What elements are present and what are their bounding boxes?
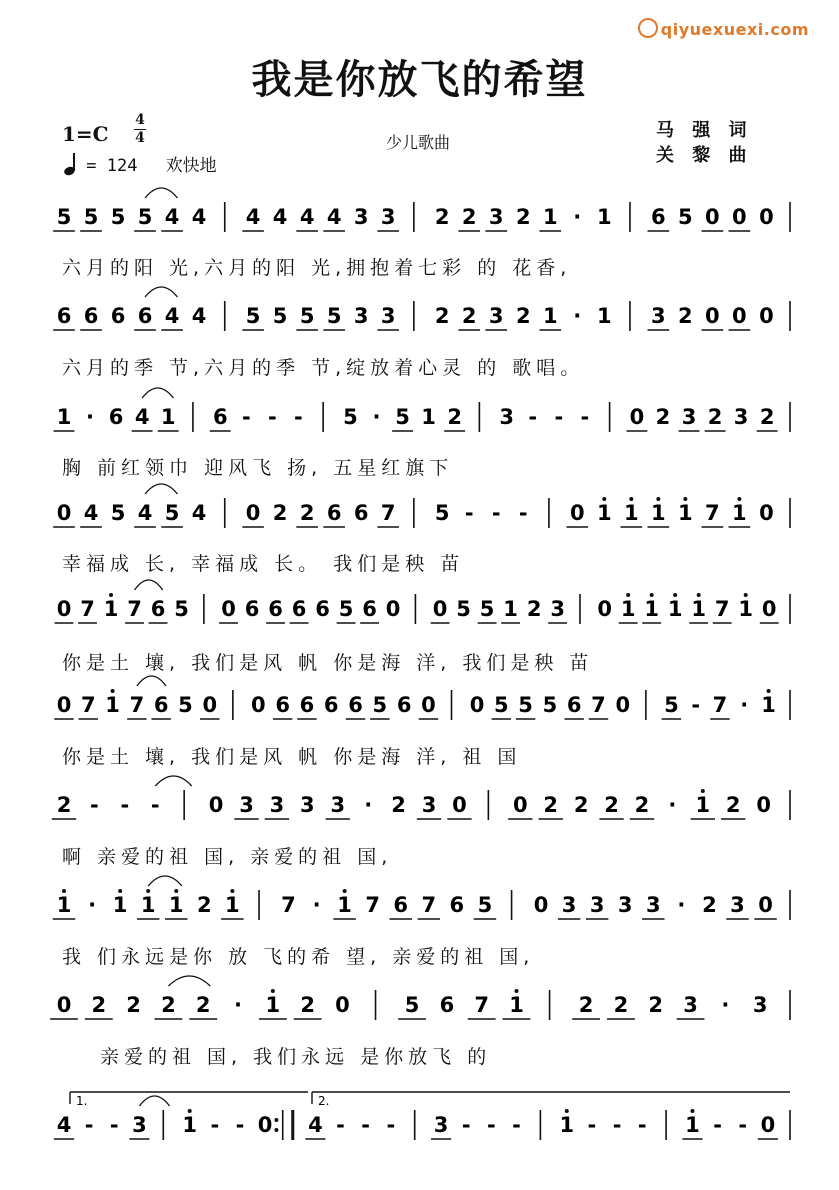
dot-mark: · xyxy=(721,993,730,1017)
note: 6 xyxy=(244,597,260,621)
high-octave-dot xyxy=(650,593,654,597)
note: 1 xyxy=(421,405,436,429)
note: 5 xyxy=(518,693,533,717)
note: 4 xyxy=(137,501,153,525)
note: 2 xyxy=(613,993,629,1017)
lyric-line: 我 们永远是你 放 飞的希 望, 亲爱的祖 国, xyxy=(62,946,535,968)
note: 0 xyxy=(221,597,236,621)
note: 1 xyxy=(695,793,711,817)
note: 0 xyxy=(385,597,401,621)
lyric-line: 你是土 壤, 我们是风 帆 你是海 洋, 我们是秧 苗 xyxy=(62,652,594,674)
note: 4 xyxy=(164,304,180,328)
note: 1 xyxy=(503,597,518,621)
note: 3 xyxy=(550,597,565,621)
note: 7 xyxy=(127,597,142,621)
high-octave-dot xyxy=(118,889,122,893)
note: 0 xyxy=(56,501,72,525)
note: 0 xyxy=(257,1113,273,1137)
high-octave-dot xyxy=(111,689,115,693)
note: 5 xyxy=(326,304,342,328)
lyric-line: 六月的阳 光,六月的阳 光,拥抱着七彩 的 花香, xyxy=(62,257,572,279)
note: 6 xyxy=(83,304,99,328)
high-octave-dot xyxy=(230,889,234,893)
note: 0 xyxy=(597,597,612,621)
high-octave-dot xyxy=(629,497,633,501)
repeat-dot xyxy=(274,1118,278,1122)
note: 3 xyxy=(681,405,697,429)
note: 1 xyxy=(542,304,558,328)
slur xyxy=(168,976,210,986)
note: 7 xyxy=(80,597,95,621)
note: 1 xyxy=(624,501,639,525)
note: 1 xyxy=(337,893,352,917)
note: 5 xyxy=(404,993,420,1017)
note: 0 xyxy=(245,501,261,525)
composer-credit: 关 黎 曲 xyxy=(656,145,753,166)
note: 0 xyxy=(756,793,771,817)
lyric-line: 你是土 壤, 我们是风 帆 你是海 洋, 祖 国 xyxy=(62,746,522,768)
meter-denominator: 4 xyxy=(135,130,145,146)
note: 2 xyxy=(447,405,462,429)
slur xyxy=(142,388,173,398)
note: 7 xyxy=(129,693,145,717)
note: 1 xyxy=(542,205,558,229)
note: 1 xyxy=(56,405,72,429)
note: 3 xyxy=(239,793,254,817)
note: 1 xyxy=(56,893,72,917)
note: 2 xyxy=(161,993,176,1017)
note: 5 xyxy=(494,693,509,717)
note: 6 xyxy=(275,693,290,717)
note: 5 xyxy=(434,501,450,525)
note: 4 xyxy=(326,205,342,229)
note: 3 xyxy=(488,205,504,229)
dot-mark: · xyxy=(372,405,381,429)
note: 6 xyxy=(110,304,126,328)
note: 6 xyxy=(449,893,465,917)
high-octave-dot xyxy=(515,989,519,993)
note: 6 xyxy=(353,501,369,525)
note: 0 xyxy=(569,501,585,525)
note: 4 xyxy=(191,501,207,525)
lyric-line: 六月的季 节,六月的季 节,绽放着心灵 的 歌唱。 xyxy=(62,357,585,379)
meter-numerator: 4 xyxy=(135,112,145,128)
sustain-dash: - xyxy=(528,405,538,429)
high-octave-dot xyxy=(565,1109,569,1113)
tempo-expression: 欢快地 xyxy=(165,156,217,176)
sustain-dash: - xyxy=(554,405,564,429)
note: 3 xyxy=(683,993,698,1017)
note: 6 xyxy=(651,205,666,229)
note: 5 xyxy=(678,205,693,229)
note: 2 xyxy=(126,993,141,1017)
note: 6 xyxy=(393,893,409,917)
dot-mark: · xyxy=(573,304,582,328)
note: 0 xyxy=(705,205,720,229)
sustain-dash: - xyxy=(738,1113,748,1137)
note: 0 xyxy=(758,893,773,917)
sustain-dash: - xyxy=(109,1113,119,1137)
note: 5 xyxy=(245,304,261,328)
note: 6 xyxy=(150,597,166,621)
note: 1 xyxy=(559,1113,575,1137)
sustain-dash: - xyxy=(464,501,474,525)
high-octave-dot xyxy=(602,497,606,501)
note: 1 xyxy=(738,597,754,621)
note: 6 xyxy=(566,693,582,717)
note: 1 xyxy=(140,893,156,917)
dot-mark: · xyxy=(740,693,749,717)
note: 0 xyxy=(202,693,218,717)
note: 1 xyxy=(667,597,683,621)
note: 0 xyxy=(760,1113,776,1137)
note: 3 xyxy=(645,893,661,917)
note: 2 xyxy=(299,501,315,525)
note: 5 xyxy=(338,597,354,621)
note: 1 xyxy=(685,1113,700,1137)
note: 0 xyxy=(533,893,549,917)
song-title: 我是你放飞的希望 xyxy=(251,57,588,103)
note: 2 xyxy=(461,205,477,229)
high-octave-dot xyxy=(701,789,705,793)
lyric-line: 亲爱的祖 国, 我们永远 是你放飞 的 xyxy=(100,1046,492,1068)
note: 3 xyxy=(752,993,768,1017)
note: 1 xyxy=(678,501,693,525)
slur xyxy=(148,876,182,886)
note: 2 xyxy=(573,793,589,817)
note: 5 xyxy=(456,597,471,621)
sustain-dash: - xyxy=(637,1113,647,1137)
note: 0 xyxy=(251,693,266,717)
note: 3 xyxy=(488,304,504,328)
dot-mark: · xyxy=(312,893,321,917)
note: 0 xyxy=(732,205,747,229)
slur xyxy=(137,676,166,686)
note: 0 xyxy=(759,304,774,328)
sustain-dash: - xyxy=(691,693,701,717)
note: 2 xyxy=(56,793,72,817)
note: 5 xyxy=(137,205,153,229)
lyric-line: 胸 前红领巾 迎风飞 扬, 五星红旗下 xyxy=(62,457,454,479)
note: 0 xyxy=(732,304,747,328)
note: 2 xyxy=(461,304,477,328)
note: 5 xyxy=(110,205,126,229)
high-octave-dot xyxy=(626,593,630,597)
dot-mark: · xyxy=(573,205,582,229)
sustain-dash: - xyxy=(487,1113,496,1137)
note: 5 xyxy=(83,205,99,229)
sustain-dash: - xyxy=(90,793,99,817)
dot-mark: · xyxy=(668,793,677,817)
high-octave-dot xyxy=(697,593,701,597)
note: 6 xyxy=(212,405,228,429)
dot-mark: · xyxy=(677,893,686,917)
note: 6 xyxy=(323,693,339,717)
note: 1 xyxy=(691,597,706,621)
note: 3 xyxy=(330,793,346,817)
note: 3 xyxy=(589,893,605,917)
note: 7 xyxy=(421,893,437,917)
note: 3 xyxy=(132,1113,147,1137)
note: 2 xyxy=(272,501,288,525)
note: 0 xyxy=(56,993,72,1017)
note: 1 xyxy=(509,993,524,1017)
note: 3 xyxy=(269,793,285,817)
high-octave-dot xyxy=(343,889,347,893)
lyricist-credit: 马 强 词 xyxy=(656,120,753,141)
note: 2 xyxy=(515,304,531,328)
high-octave-dot xyxy=(188,1109,192,1113)
note: 3 xyxy=(421,793,437,817)
note: 4 xyxy=(191,205,207,229)
note: 1 xyxy=(105,693,120,717)
note: 1 xyxy=(160,405,176,429)
note: 3 xyxy=(353,304,369,328)
note: 1 xyxy=(596,501,612,525)
note: 7 xyxy=(281,893,296,917)
note: 2 xyxy=(634,793,650,817)
note: 6 xyxy=(348,693,363,717)
note: 5 xyxy=(664,693,679,717)
note: 2 xyxy=(725,793,741,817)
note: 5 xyxy=(110,501,126,525)
high-octave-dot xyxy=(744,593,748,597)
note: 1 xyxy=(265,993,281,1017)
note: 1 xyxy=(651,501,666,525)
note: 0 xyxy=(629,405,645,429)
note: 7 xyxy=(705,501,720,525)
sustain-dash: - xyxy=(461,1113,471,1137)
note: 3 xyxy=(380,205,396,229)
note: 4 xyxy=(308,1113,323,1137)
note: 5 xyxy=(477,893,493,917)
high-octave-dot xyxy=(271,989,275,993)
note: 6 xyxy=(137,304,153,328)
note: 4 xyxy=(56,1113,72,1137)
sustain-dash: - xyxy=(120,793,130,817)
note: 0 xyxy=(56,597,72,621)
note: 0 xyxy=(421,693,436,717)
high-octave-dot xyxy=(690,1109,694,1113)
note: 1 xyxy=(620,597,636,621)
sustain-dash: - xyxy=(587,1113,597,1137)
sustain-dash: - xyxy=(512,1113,521,1137)
dot-mark: · xyxy=(88,893,97,917)
note: 2 xyxy=(678,304,693,328)
sustain-dash: - xyxy=(580,405,590,429)
high-octave-dot xyxy=(673,593,677,597)
note: 1 xyxy=(103,597,119,621)
note: 2 xyxy=(648,993,664,1017)
dot-mark: · xyxy=(364,793,373,817)
note: 5 xyxy=(164,501,180,525)
note: 3 xyxy=(380,304,396,328)
note: 0 xyxy=(615,693,631,717)
slur xyxy=(145,188,177,198)
sustain-dash: - xyxy=(241,405,251,429)
note: 0 xyxy=(335,993,350,1017)
note: 3 xyxy=(733,405,749,429)
note: 5 xyxy=(479,597,495,621)
note: 2 xyxy=(196,893,212,917)
note: 2 xyxy=(195,993,211,1017)
sustain-dash: - xyxy=(294,405,303,429)
note: 2 xyxy=(515,205,531,229)
note: 0 xyxy=(759,501,774,525)
note: 4 xyxy=(272,205,288,229)
note: 2 xyxy=(702,893,717,917)
high-octave-dot xyxy=(656,497,660,501)
note: 2 xyxy=(434,304,450,328)
note: 0 xyxy=(469,693,485,717)
high-octave-dot xyxy=(62,889,66,893)
note: 3 xyxy=(300,793,315,817)
note: 3 xyxy=(617,893,633,917)
note: 4 xyxy=(134,405,150,429)
sustain-dash: - xyxy=(336,1113,345,1137)
note: 1 xyxy=(644,597,659,621)
note: 7 xyxy=(591,693,606,717)
note: 7 xyxy=(365,893,380,917)
high-octave-dot xyxy=(683,497,687,501)
note: 0 xyxy=(432,597,448,621)
high-octave-dot xyxy=(767,689,771,693)
high-octave-dot xyxy=(737,497,741,501)
repeat-dot xyxy=(274,1128,278,1132)
sustain-dash: - xyxy=(267,405,277,429)
note: 4 xyxy=(299,205,315,229)
note: 3 xyxy=(651,304,666,328)
note: 5 xyxy=(56,205,72,229)
note: 0 xyxy=(512,793,528,817)
note: 6 xyxy=(291,597,307,621)
slur xyxy=(135,580,163,590)
note: 6 xyxy=(439,993,455,1017)
sustain-dash: - xyxy=(386,1113,396,1137)
note: 0 xyxy=(759,205,774,229)
note: 6 xyxy=(299,693,315,717)
sustain-dash: - xyxy=(491,501,501,525)
sustain-dash: - xyxy=(150,793,160,817)
high-octave-dot xyxy=(146,889,150,893)
note: 2 xyxy=(543,793,559,817)
note: 6 xyxy=(396,693,412,717)
sustain-dash: - xyxy=(518,501,528,525)
note: 2 xyxy=(578,993,594,1017)
note: 5 xyxy=(272,304,288,328)
note: 3 xyxy=(353,205,369,229)
note: 0 xyxy=(56,693,72,717)
sustain-dash: - xyxy=(612,1113,622,1137)
note: 4 xyxy=(191,304,207,328)
note: 2 xyxy=(300,993,315,1017)
note: 6 xyxy=(56,304,72,328)
note: 6 xyxy=(362,597,377,621)
note: 3 xyxy=(499,405,515,429)
note: 0 xyxy=(452,793,467,817)
high-octave-dot xyxy=(109,593,113,597)
note: 7 xyxy=(474,993,490,1017)
note: 2 xyxy=(759,405,775,429)
sustain-dash: - xyxy=(210,1113,220,1137)
note: 5 xyxy=(343,405,358,429)
ending-2-label: 2. xyxy=(318,1094,330,1108)
note: 1 xyxy=(112,893,128,917)
note: 1 xyxy=(596,304,612,328)
note: 3 xyxy=(730,893,745,917)
note: 3 xyxy=(433,1113,449,1137)
note: 4 xyxy=(164,205,180,229)
note: 1 xyxy=(596,205,612,229)
watermark-text: qiyuexuexi.com xyxy=(660,20,809,39)
note: 5 xyxy=(542,693,558,717)
note: 1 xyxy=(732,501,747,525)
lyric-line: 啊 亲爱的祖 国, 亲爱的祖 国, xyxy=(62,846,393,868)
note: 5 xyxy=(395,405,410,429)
sustain-dash: - xyxy=(361,1113,371,1137)
sustain-dash: - xyxy=(84,1113,94,1137)
lyric-line: 幸福成 长, 幸福成 长。 我们是秧 苗 xyxy=(62,553,465,575)
slur xyxy=(155,776,192,786)
ending-1-label: 1. xyxy=(76,1094,88,1108)
note: 7 xyxy=(712,693,728,717)
note: 2 xyxy=(655,405,671,429)
note: 1 xyxy=(182,1113,198,1137)
note: 6 xyxy=(326,501,342,525)
note: 5 xyxy=(372,693,388,717)
slur xyxy=(139,1096,169,1106)
note: 0 xyxy=(705,304,720,328)
note: 0 xyxy=(208,793,224,817)
note: 6 xyxy=(268,597,283,621)
note: 6 xyxy=(315,597,330,621)
sustain-dash: - xyxy=(713,1113,722,1137)
note: 2 xyxy=(707,405,723,429)
note: 5 xyxy=(299,304,315,328)
genre-label: 少儿歌曲 xyxy=(386,133,451,152)
dot-mark: · xyxy=(234,993,243,1017)
note: 4 xyxy=(83,501,99,525)
note: 6 xyxy=(153,693,169,717)
note: 0 xyxy=(761,597,777,621)
dot-mark: · xyxy=(86,405,95,429)
slur xyxy=(145,484,177,494)
note: 1 xyxy=(225,893,240,917)
note: 4 xyxy=(245,205,261,229)
note: 2 xyxy=(434,205,450,229)
note: 3 xyxy=(561,893,577,917)
note: 2 xyxy=(91,993,107,1017)
note: 1 xyxy=(761,693,776,717)
note: 7 xyxy=(80,693,96,717)
slur xyxy=(145,287,177,297)
sustain-dash: - xyxy=(235,1113,245,1137)
note: 1 xyxy=(168,893,184,917)
note: 2 xyxy=(604,793,619,817)
high-octave-dot xyxy=(174,889,178,893)
note: 2 xyxy=(391,793,406,817)
note: 7 xyxy=(380,501,396,525)
note: 6 xyxy=(108,405,124,429)
note: 5 xyxy=(174,597,189,621)
note: 2 xyxy=(526,597,542,621)
tempo-value: = 124 xyxy=(86,156,138,176)
note: 7 xyxy=(714,597,730,621)
note: 5 xyxy=(178,693,193,717)
key-signature: 1=C xyxy=(62,122,109,146)
